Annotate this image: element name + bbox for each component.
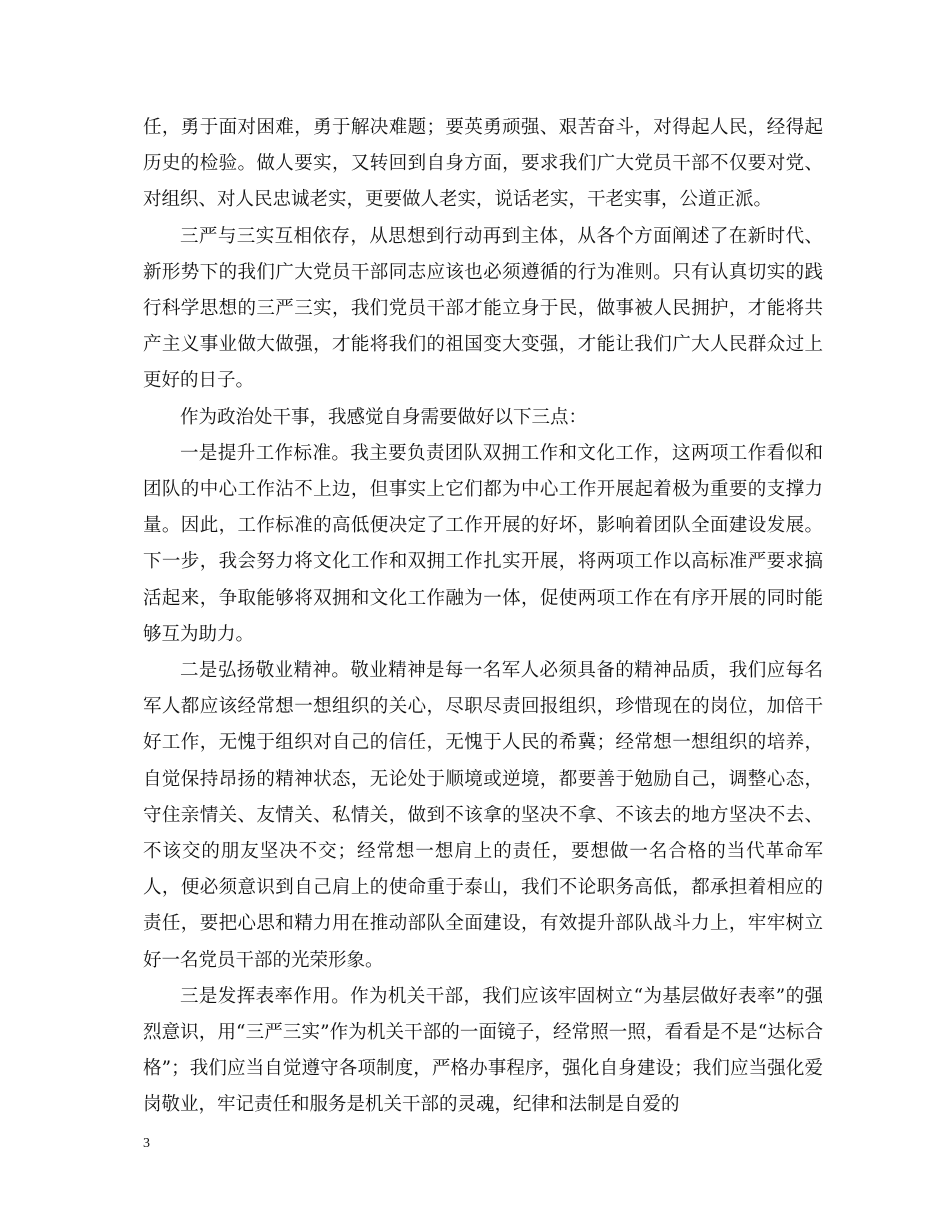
paragraph-1: 任，勇于面对困难，勇于解决难题；要英勇顽强、艰苦奋斗，对得起人民，经得起历史的检验。做人要实，又转回到自身方面，要求我们广大党员干部不仅要对党、对组织、对人民忠诚老实，更要做人老实，说话老实，干老实事，公道正派。 — [143, 117, 823, 211]
document-body — [143, 110, 823, 1124]
paragraph-5: 二是弘扬敬业精神。敬业精神是每一名军人必须具备的精神品质，我们应每名军人都应该经常想一想组织的关心，尽职尽责回报组织，珍惜现在的岗位，加倍干好工作，无愧于组织对自己的信任，无愧于人民的希冀；经常想一想组织的培养，自觉保持昂扬的精神状态，无论处于顺境或逆境，都要善于勉励自己，调整心态，守住亲情关、友情关、私情关，做到不该拿的坚决不拿、不该去的地方坚决不去、不该交的朋友坚决不交；经常想一想肩上的责任，要想做一名合格的当代革命军人，便必须意识到自己肩上的使命重于泰山，我们不论职务高低，都承担着相应的责任，要把心思和精力用在推动部队全面建设，有效提升部队战斗力上，牢牢树立好一名党员干部的光荣形象。 — [143, 660, 823, 971]
paragraph-4: 一是提升工作标准。我主要负责团队双拥工作和文化工作，这两项工作看似和团队的中心工作沾不上边，但事实上它们都为中心工作开展起着极为重要的支撑力量。因此，工作标准的高低便决定了工作开展的好坏，影响着团队全面建设发展。下一步，我会努力将文化工作和双拥工作扎实开展，将两项工作以高标准严要求搞活起来，争取能够将双拥和文化工作融为一体，促使两项工作在有序开展的同时能够互为助力。 — [143, 442, 823, 645]
paragraph-2: 三严与三实互相依存，从思想到行动再到主体，从各个方面阐述了在新时代、新形势下的我们广大党员干部同志应该也必须遵循的行为准则。只有认真切实的践行科学思想的三严三实，我们党员干部才能立身于民，做事被人民拥护，才能将共产主义事业做大做强，才能将我们的祖国变大变强，才能让我们广大人民群众过上更好的日子。 — [143, 225, 823, 392]
page-number: 3 — [143, 1136, 150, 1151]
paragraph-6: 三是发挥表率作用。作为机关干部，我们应该牢固树立“为基层做好表率”的强烈意识，用“三严三实”作为机关干部的一面镜子，经常照一照，看看是不是“达标合格”；我们应当自觉遵守各项制度，严格办事程序，强化自身建设；我们应当强化爱岗敬业，牢记责任和服务是机关干部的灵魂，纪律和法制是自爱的 — [143, 985, 823, 1116]
paragraph-3: 作为政治处干事，我感觉自身需要做好以下三点： — [180, 406, 588, 428]
